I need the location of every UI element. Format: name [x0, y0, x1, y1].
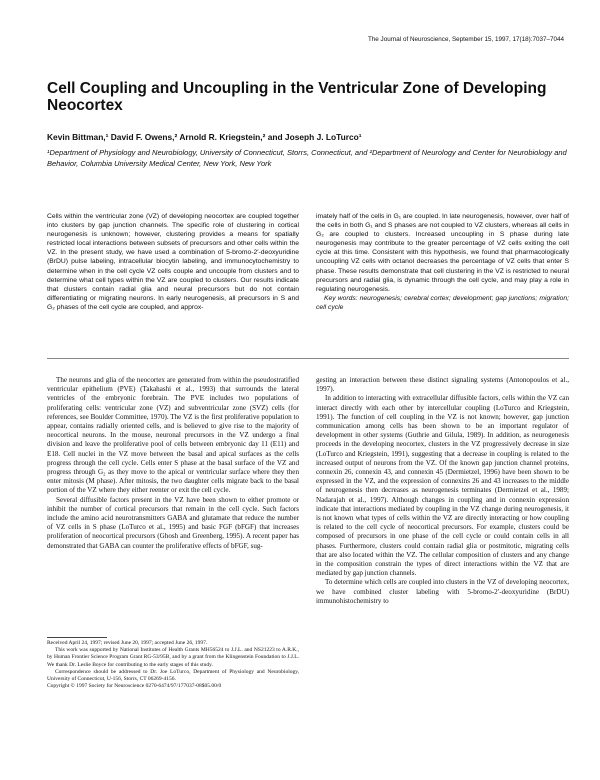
- body-paragraph: To determine which cells are coupled into clusters in the VZ of developing neocortex, we have combined cluster labeling with 5-bromo-2′-deoxyuridine (BrDU) immunohistochemistry to: [316, 578, 569, 605]
- article-title: Cell Coupling and Uncoupling in the Ventricular Zone of Developing Neocortex: [47, 80, 547, 114]
- body-paragraph: Several diffusible factors present in the VZ have been shown to either promote or inhibit the number of cortical precursors that remain in the cell cycle. Such factors include the amino acid neurotransmitters GABA and glutamate that reduce the number of VZ cells in S phase (LoTurco et al., 1995) and basic FGF (bFGF) that increases proliferation of neocortical precursors (Ghosh and Greenberg, 1995). A recent paper has demonstrated that GABA can counter the proliferative effects of bFGF, sug-: [47, 495, 299, 550]
- author-list: Kevin Bittman,¹ David F. Owens,² Arnold R. Kriegstein,² and Joseph J. LoTurco¹: [47, 132, 362, 142]
- abstract-left-column: Cells within the ventricular zone (VZ) of developing neocortex are coupled together into clusters by gap junction channels. The specific role of clustering in cortical neurogenesis is unknown; however, clustering provides a means for spatially restricted local interactions between subsets of precursors and other cells within the VZ. In the present study, we have used a combination of 5-bromo-2′-deoxyuridine (BrDU) pulse labeling, intracellular biocytin labeling, and immunocytochemistry to determine when in the cell cycle VZ cells couple and uncouple from clusters and to determine what cell types within the VZ are coupled to clusters. Our results indicate that clusters contain radial glia and neural precursors but do not contain differentiating or migrating neurons. In early neurogenesis, all precursors in S and G₂ phases of the cell cycle are coupled, and approx-: [47, 213, 299, 311]
- footnote-divider: [47, 637, 107, 638]
- footnote-received-dates: Received April 24, 1997; revised June 20, 1997; accepted June 26, 1997.: [47, 640, 208, 646]
- body-paragraph: The neurons and glia of the neocortex are generated from within the pseudostratified ventricular epithelium (PVE) (Takahashi et al., 1993) that surrounds the lateral ventricles of the embryonic forebrain. The PVE includes two populations of proliferating cells: ventricular zone (VZ) and subventricular zone (SVZ) cells (for references, see Boulder Committee, 1970). The VZ is the first proliferative population to appear, contains radially oriented cells, and is believed to give rise to the majority of neocortical neurons. In the mouse, neuronal precursors in the VZ undergo a final division and leave the proliferative pool of cells between embryonic day 11 (E11) and E18. Cell nuclei in the VZ move between the basal and apical surfaces as the cells progress through the cell cycle. Cells enter S phase at the basal surface of the VZ and progress through G₂ as they move to the apical or ventricular surface where they then enter mitosis (M phase). After mitosis, the two daughter cells migrate back to the basal portion of the VZ where they either reenter or exit the cell cycle.: [47, 376, 299, 495]
- footnotes: [47, 640, 299, 690]
- footnote-funding: This work was supported by National Institutes of Health Grants MH56524 to J.J.L. and NS21223 to A.R.K., by Human Frontier Science Program Grant RG-53/95B, and by a grant from the Klingenstein Foundation to J.J.L. We thank Dr. Leslie Boyce for contributing to the early stages of this study.: [47, 647, 299, 668]
- author-affiliations: ¹Department of Physiology and Neurobiology, University of Connecticut, Storrs, Connecticut, and ²Department of Neurology and Center for Neurobiology and Behavior, Columbia University Medical Center, New York, New York: [47, 148, 567, 168]
- section-divider: [47, 358, 569, 359]
- body-left-column: [47, 376, 299, 551]
- journal-citation-header: The Journal of Neuroscience, September 15, 1997, 17(18):7037–7044: [367, 36, 564, 43]
- footnote-correspondence: Correspondence should be addressed to Dr. Joe LoTurco, Department of Physiology and Neurobiology, University of Connecticut, U-156, Storrs, CT 06269-4156.: [47, 668, 299, 683]
- abstract-right-text: imately half of the cells in G₁ are coupled. In late neurogenesis, however, over half of the cells in both G₁ and S phases are not coupled to VZ clusters, whereas all cells in G₂ are coupled to clusters. Increased uncoupling in S phase during late neurogenesis may contribute to the greater percentage of VZ cells exiting the cell cycle at this time. Consistent with this hypothesis, we found that pharmacologically uncoupling VZ cells with octanol decreases the percentage of VZ cells that enter S phase. These results demonstrate that cell clustering in the VZ is restricted to neural precursors and radial glia, is dynamic through the cell cycle, and may play a role in regulating neurogenesis.: [316, 213, 569, 293]
- body-paragraph: gesting an interaction between these distinct signaling systems (Antonopoulos et al., 1997).: [316, 376, 569, 394]
- abstract-right-column: [316, 212, 569, 312]
- footnote-copyright: Copyright © 1997 Society for Neuroscience 0270-6474/97/177037-08$05.00/0: [47, 683, 222, 690]
- body-paragraph: In addition to interacting with extracellular diffusible factors, cells within the VZ can interact directly with each other by intercellular coupling (LoTurco and Kriegstein, 1991). The function of cell coupling in the VZ is not known; however, gap junction communication among cells has been shown to be an important regulator of development in other systems (Guthrie and Gilula, 1989). In addition, as neurogenesis proceeds in the developing neocortex, clusters in the VZ progressively decrease in size (LoTurco and Kriegstein, 1991), suggesting that a decrease in coupling is related to the increased output of neurons from the VZ. Of the known gap junction channel proteins, connexin 26, connexin 43, and connexin 45 (Dermietzel, 1996) have been shown to be expressed in the VZ, and the expression of connexins 26 and 43 increases to the middle of neurogenesis then decreases as neurogenesis terminates (Dermietzel et al., 1989; Nadarajah et al., 1997). Although changes in coupling and in connexin expression indicate that interactions mediated by coupling in the VZ change during neurogenesis, it is not known what types of cells within the VZ are directly interacting or how coupling is related to the cell cycle of neocortical precursors. For example, clusters could be composed of precursors in one phase of the cell cycle or could contain cells in all phases. Furthermore, clusters could contain radial glia or postmitotic, migrating cells that are also located within the VZ. The cellular composition of clusters and any change in the composition constrain the types of direct interactions within the VZ that are mediated by gap junction channels.: [316, 394, 569, 578]
- keywords: Key words: neurogenesis; cerebral cortex; development; gap junctions; migration; cell cycle: [316, 294, 569, 311]
- body-right-column: [316, 376, 569, 606]
